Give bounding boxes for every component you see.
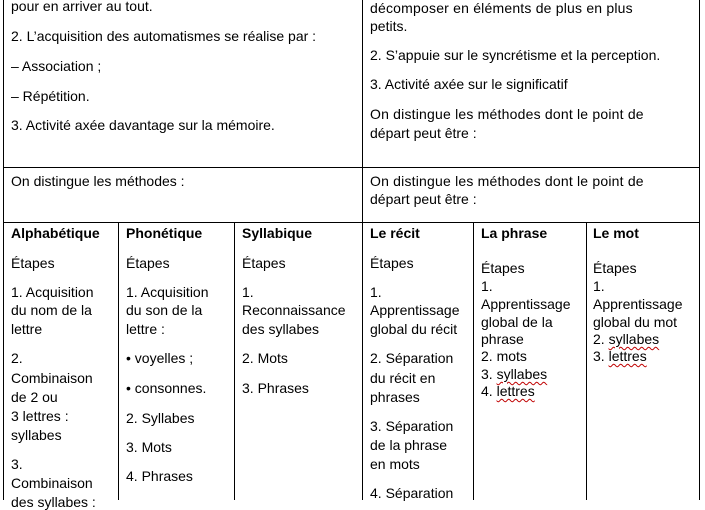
column-text: Étapes [481,260,525,276]
column-text: Apprentissage [593,296,683,312]
top-left-text: pour en arriver au tout. [11,0,153,14]
table-divider-center [362,0,363,500]
top-right-text: 2. S’appuie sur le syncrétisme et la perception. [370,47,661,63]
column-text: 3. Mots [126,439,172,455]
table-row-line-2 [3,222,700,223]
table-border-right [699,0,700,500]
column-text: de la phrase [370,437,448,453]
column-text [593,348,647,364]
column-text: des syllabes : [11,494,96,510]
column-text: lettre [11,321,43,337]
column-text: en mots [370,456,420,472]
column-text: Apprentissage [481,296,571,312]
top-left-text: – Association ; [11,58,102,74]
column-text: syllabes [11,427,62,443]
table-col-line-2 [234,222,235,500]
top-left-text: 2. L’acquisition des automatismes se réalise par : [11,28,317,44]
spellcheck-word: syllabes [496,366,548,382]
mid-left-text: On distingue les méthodes : [11,173,185,189]
column-text: phrase [481,331,524,347]
column-text: 1. [481,278,493,294]
spellcheck-word: lettres [496,383,535,399]
list-number: 4. [481,383,497,399]
column-text: Étapes [126,255,170,271]
column-text: Combinaison [11,475,93,491]
column-header-la-phrase: La phrase [481,225,548,241]
column-text: Étapes [593,260,637,276]
table-col-line-5 [586,222,587,500]
top-left-text: – Répétition. [11,88,90,104]
column-text: Combinaison [11,370,93,386]
column-text: • consonnes. [126,380,207,396]
column-header-le-recit: Le récit [370,225,420,241]
table-col-line-4 [473,222,474,500]
column-text: 4. Séparation [370,485,454,501]
column-text: 3. Séparation [370,418,454,434]
table-col-line-1 [118,222,119,500]
column-text: Étapes [370,255,414,271]
column-header-le-mot: Le mot [593,225,639,241]
list-number: 3. [593,348,609,364]
column-text: 1. [370,284,382,300]
table-border-left [3,0,4,500]
spellcheck-word: lettres [608,348,647,364]
column-text: du son de la [126,302,203,318]
column-text: phrases [370,389,420,405]
table-row-line-1 [3,167,700,168]
column-text [481,383,535,399]
column-text: 1. [593,278,605,294]
top-right-text: 3. Activité axée sur le significatif [370,76,568,92]
column-text: global de la [481,314,553,330]
column-text: global du récit [370,321,458,337]
column-text: global du mot [593,314,678,330]
list-number: 3. [481,366,497,382]
top-right-text: On distingue les méthodes dont le point de [370,106,644,122]
column-header-syllabique: Syllabique [242,225,313,241]
column-header-phonetique: Phonétique [126,225,203,241]
column-header-alphabetique: Alphabétique [11,225,100,241]
column-text: • voyelles ; [126,350,194,366]
spellcheck-word: syllabes [608,331,660,347]
list-number: 2. [593,331,609,347]
column-text: 1. Acquisition [126,284,209,300]
column-text: Étapes [11,255,55,271]
column-text: 1. [242,284,254,300]
column-text [593,331,659,347]
column-text [481,366,547,382]
column-text: du récit en [370,370,436,386]
column-text: Reconnaissance [242,302,346,318]
column-text: 2. Séparation [370,350,454,366]
column-text: 3. [11,456,23,472]
column-text: 3. Phrases [242,380,309,396]
top-right-text: décomposer en éléments de plus en plus [370,0,633,16]
column-text: Étapes [242,255,286,271]
top-right-text: petits. [370,18,408,34]
top-left-text: 3. Activité axée davantage sur la mémoire. [11,117,275,133]
column-text: de 2 ou [11,389,58,405]
column-text: 4. Phrases [126,468,193,484]
column-text: des syllabes [242,321,320,337]
column-text: 2. Syllabes [126,410,195,426]
column-text: du nom de la [11,302,92,318]
mid-right-text: On distingue les méthodes dont le point de [370,173,644,189]
top-right-text: départ peut être : [370,125,477,141]
column-text: 1. Acquisition [11,284,94,300]
column-text: 2. [11,350,23,366]
column-text: 3 lettres : [11,408,69,424]
column-text: Apprentissage [370,302,460,318]
mid-right-text: départ peut être : [370,191,477,207]
column-text: 2. Mots [242,350,288,366]
column-text: lettre : [126,321,165,337]
column-text: 2. mots [481,348,527,364]
